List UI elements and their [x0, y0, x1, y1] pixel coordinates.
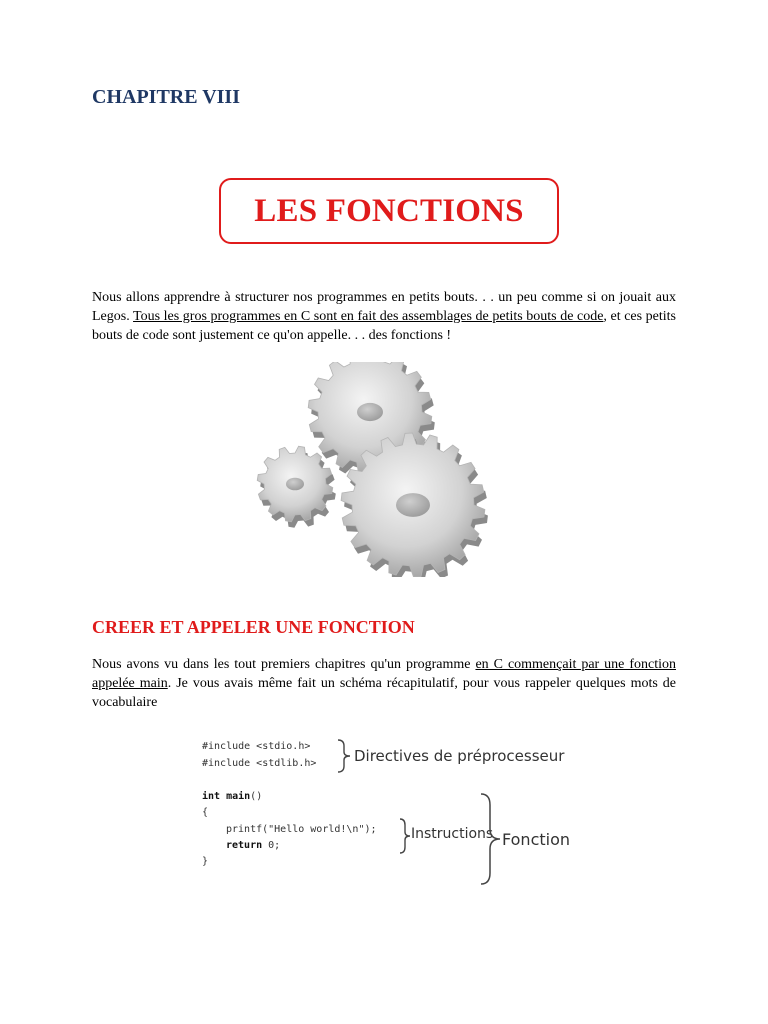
- code-line-open-brace: {: [202, 807, 209, 818]
- section-underlined-text: en C commençait par une fonction appelée main: [92, 657, 676, 691]
- intro-underlined-text: Tous les gros programmes en C sont en fait des assemblages de petits bouts de code: [133, 309, 604, 324]
- fonction-brace-icon: [478, 791, 504, 887]
- code-line-printf: printf("Hello world!\n");: [226, 824, 377, 835]
- intro-text-3: , et ces petits bouts de code sont justement ce qu'on appelle. . . des fonctions !: [92, 309, 676, 343]
- section-heading: CREER ET APPELER UNE FONCTION: [92, 617, 415, 637]
- gear-large-hub: [396, 493, 430, 517]
- intro-paragraph: [92, 288, 676, 345]
- code-return-value: 0;: [262, 840, 281, 851]
- gears-icon: [255, 362, 515, 577]
- directives-brace-icon: [336, 738, 352, 774]
- code-main-parens: (): [250, 791, 263, 802]
- gear-small-hub: [286, 478, 304, 491]
- code-diagram: [198, 733, 578, 888]
- fonction-label: Fonction: [502, 830, 571, 849]
- section-text-1: Nous avons vu dans les tout premiers chapitres qu'un programme: [92, 657, 476, 672]
- code-line-main: [202, 791, 262, 802]
- chapter-heading: CHAPITRE VIII: [92, 86, 240, 108]
- gear-top-hub: [357, 403, 383, 421]
- instructions-label: Instructions: [411, 826, 494, 842]
- code-line-include-stdio: #include <stdio.h>: [202, 741, 311, 752]
- code-line-return: [226, 840, 280, 851]
- code-return-keyword: return: [226, 840, 263, 851]
- instructions-brace-icon: [398, 817, 412, 855]
- code-line-include-stdlib: #include <stdlib.h>: [202, 758, 317, 769]
- chapter-title: LES FONCTIONS: [254, 192, 524, 229]
- code-line-close-brace: }: [202, 856, 209, 867]
- directives-label: Directives de préprocesseur: [354, 747, 565, 765]
- intro-text-1: Nous allons apprendre à structurer nos programmes en petits bouts. . . un peu comme si on jouait aux Legos.: [92, 290, 676, 324]
- section-text-3: . Je vous avais même fait un schéma récapitulatif, pour vous rappeler quelques mots de vocabulaire: [92, 676, 676, 710]
- code-main-keyword: int main: [202, 791, 251, 802]
- chapter-title-box: [219, 178, 559, 244]
- section-paragraph: [92, 655, 676, 712]
